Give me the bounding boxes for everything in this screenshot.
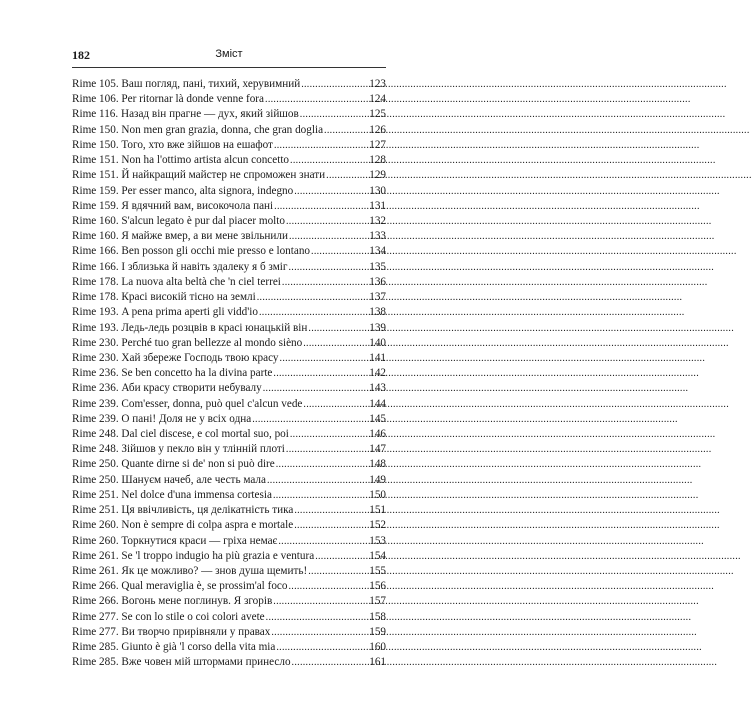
entry-page-number: 145 <box>369 412 386 425</box>
entry-title: S'alcun legato è pur dal piacer molto <box>121 214 285 227</box>
entry-label: Rime 116. <box>72 108 119 121</box>
toc-entry <box>72 290 386 305</box>
toc-entry <box>72 427 386 442</box>
toc-entry <box>72 534 386 549</box>
entry-label: Rime 239. <box>72 397 119 410</box>
toc-entry <box>72 321 386 336</box>
dot-leader <box>278 534 368 549</box>
entry-page-number: 127 <box>369 138 386 151</box>
toc-entry <box>72 336 386 351</box>
toc-entry <box>72 123 386 138</box>
dot-leader <box>292 655 369 670</box>
entry-page-number: 153 <box>369 534 386 547</box>
entry-label: Rime 248. <box>72 443 119 456</box>
entry-title: Вже човен мій штормами принесло <box>121 656 291 669</box>
page-number: 182 <box>72 48 90 62</box>
dot-leader <box>274 199 368 214</box>
entry-title: Non è sempre di colpa aspra e mortale <box>121 519 294 532</box>
entry-label: Rime 160. <box>72 214 119 227</box>
toc-entry <box>72 92 386 107</box>
entry-page-number: 148 <box>369 458 386 471</box>
dot-leader <box>267 473 368 488</box>
toc-entry <box>72 457 386 472</box>
entry-label: Rime 193. <box>72 306 119 319</box>
entry-page-number: 149 <box>369 473 386 486</box>
entry-label: Rime 150. <box>72 123 119 136</box>
entry-title: Й найкращий майстер не спроможен знати <box>121 169 326 182</box>
entry-page-number: 139 <box>369 321 386 334</box>
entry-page-number: 133 <box>369 230 386 243</box>
toc-entry <box>72 153 386 168</box>
dot-leader <box>300 107 368 122</box>
dot-leader <box>315 549 368 564</box>
entry-page-number: 137 <box>369 291 386 304</box>
entry-label: Rime 159. <box>72 199 119 212</box>
toc-entry <box>72 366 386 381</box>
entry-title: Se 'l troppo indugio ha più grazia e ventura <box>121 549 315 562</box>
entry-title: La nuova alta beltà che 'n ciel terrei <box>121 275 281 288</box>
entry-page-number: 140 <box>369 336 386 349</box>
entry-label: Rime 277. <box>72 625 119 638</box>
dot-leader <box>259 305 368 320</box>
entry-label: Rime 193. <box>72 321 119 334</box>
toc-entry <box>72 442 386 457</box>
entry-label: Rime 251. <box>72 488 119 501</box>
toc-entry <box>72 518 386 533</box>
entry-title: Ця ввічливість, ця делікатність тика <box>121 504 294 517</box>
entry-title: Я майже вмер, а ви мене звільнили <box>121 230 288 243</box>
dot-leader <box>301 77 368 92</box>
entry-page-number: 134 <box>369 245 386 258</box>
entry-label: Rime 251. <box>72 504 119 517</box>
dot-leader <box>265 92 368 107</box>
dot-leader <box>252 412 368 427</box>
dot-leader <box>303 336 368 351</box>
entry-title: Аби красу створити небувалу <box>121 382 262 395</box>
dot-leader <box>294 503 368 518</box>
entry-page-number: 157 <box>369 595 386 608</box>
entry-label: Rime 236. <box>72 382 119 395</box>
entry-title: Зійшов у пекло він у тлінній плоті <box>121 443 285 456</box>
entry-page-number: 152 <box>369 519 386 532</box>
entry-page-number: 143 <box>369 382 386 395</box>
toc-entry <box>72 381 386 396</box>
entry-label: Rime 151. <box>72 169 119 182</box>
entry-label: Rime 277. <box>72 610 119 623</box>
toc-entry <box>72 199 386 214</box>
entry-title: A pena prima aperti gli vidd'io <box>121 306 258 319</box>
entry-title: Per esser manco, alta signora, indegno <box>121 184 294 197</box>
toc-entry <box>72 260 386 275</box>
toc-entry <box>72 625 386 640</box>
toc-entry <box>72 549 386 564</box>
entry-label: Rime 159. <box>72 184 119 197</box>
toc-entry <box>72 214 386 229</box>
entry-page-number: 124 <box>369 93 386 106</box>
toc-entry <box>72 640 386 655</box>
entry-label: Rime 261. <box>72 549 119 562</box>
entry-page-number: 151 <box>369 504 386 517</box>
entry-title: О пані! Доля не у всіх одна <box>121 412 252 425</box>
toc-entry <box>72 184 386 199</box>
entry-title: Того, хто вже зійшов на ешафот <box>121 138 273 151</box>
entry-label: Rime 106. <box>72 93 119 106</box>
entry-label: Rime 261. <box>72 565 119 577</box>
dot-leader <box>273 366 368 381</box>
entry-page-number: 129 <box>369 169 386 182</box>
entry-page-number: 131 <box>369 199 386 212</box>
entry-title: Красі високій тісно на землі <box>121 291 256 304</box>
entry-title: Ви творчо прирівняли у правах <box>121 625 271 638</box>
entry-title: Ледь-ледь розцвів в красі юнацькій він <box>121 321 308 334</box>
entry-title: Se con lo stile o coi colori avete <box>121 610 265 623</box>
dot-leader <box>289 229 368 244</box>
entry-title: Ben posson gli occhi mie presso e lontano <box>121 245 311 258</box>
dot-leader <box>288 260 368 275</box>
entry-page-number: 144 <box>369 397 386 410</box>
dot-leader <box>308 321 368 336</box>
entry-title: Perché tuo gran bellezze al mondo sièno <box>121 336 303 349</box>
toc-entry <box>72 305 386 320</box>
page-header <box>72 48 386 66</box>
entry-label: Rime 150. <box>72 138 119 151</box>
header-rule <box>72 67 386 68</box>
entry-title: Non ha l'ottimo artista alcun concetto <box>121 154 290 167</box>
dot-leader <box>263 381 369 396</box>
entry-label: Rime 230. <box>72 336 119 349</box>
entry-page-number: 128 <box>369 154 386 167</box>
entry-page-number: 138 <box>369 306 386 319</box>
dot-leader <box>326 168 368 183</box>
dot-leader <box>282 275 368 290</box>
entry-label: Rime 260. <box>72 534 119 547</box>
entry-title: Qual meraviglia è, se prossim'al foco <box>121 580 288 593</box>
entry-title: Quante dirne si de' non si può dire <box>121 458 275 471</box>
entry-label: Rime 285. <box>72 641 119 654</box>
entry-label: Rime 105. <box>72 78 119 90</box>
toc-entry <box>72 610 386 625</box>
entry-title: І зблизька й навіть здалеку я б зміг <box>121 260 288 273</box>
entry-label: Rime 160. <box>72 230 119 243</box>
entry-label: Rime 178. <box>72 291 119 304</box>
entry-label: Rime 236. <box>72 367 119 380</box>
entry-label: Rime 250. <box>72 458 119 471</box>
entry-label: Rime 285. <box>72 656 119 669</box>
entry-title: Як це можливо? — знов душа щемить! <box>121 565 308 577</box>
toc-entry <box>72 594 386 609</box>
entry-title: Nel dolce d'una immensa cortesia <box>121 488 272 501</box>
entry-title: Назад він прагне — дух, який зійшов <box>121 108 299 121</box>
entry-page-number: 125 <box>369 108 386 121</box>
entry-page-number: 160 <box>369 641 386 654</box>
entry-label: Rime 151. <box>72 154 119 167</box>
entry-page-number: 158 <box>369 610 386 623</box>
toc-entry <box>72 564 386 579</box>
entry-title: Se ben concetto ha la divina parte <box>121 367 273 380</box>
toc-entry <box>72 655 386 670</box>
toc-entry <box>72 397 386 412</box>
toc-entry <box>72 107 386 122</box>
dot-leader <box>276 640 368 655</box>
toc-entry <box>72 244 386 259</box>
entry-page-number: 142 <box>369 367 386 380</box>
entry-page-number: 132 <box>369 214 386 227</box>
entry-title: Per ritornar là donde venne fora <box>121 93 265 106</box>
dot-leader <box>286 214 368 229</box>
entry-page-number: 136 <box>369 275 386 288</box>
dot-leader <box>311 244 368 259</box>
entry-title: Вогонь мене поглинув. Я згорів <box>121 595 273 608</box>
dot-leader <box>274 138 368 153</box>
entry-title: Ваш погляд, пані, тихий, херувимний <box>121 78 301 90</box>
entry-title: Non men gran grazia, donna, che gran doglia <box>121 123 324 136</box>
entry-page-number: 146 <box>369 428 386 441</box>
entry-page-number: 141 <box>369 351 386 364</box>
dot-leader <box>271 625 368 640</box>
dot-leader <box>273 488 368 503</box>
entry-label: Rime 166. <box>72 245 119 258</box>
toc-entry <box>72 229 386 244</box>
toc-entry <box>72 473 386 488</box>
toc-entry <box>72 412 386 427</box>
toc-entry <box>72 351 386 366</box>
dot-leader <box>294 518 368 533</box>
dot-leader <box>303 397 368 412</box>
entry-page-number: 156 <box>369 580 386 593</box>
running-title: Зміст <box>215 48 243 60</box>
entry-title: Dal ciel discese, e col mortal suo, poi <box>121 428 289 441</box>
entry-page-number: 159 <box>369 625 386 638</box>
dot-leader <box>294 184 368 199</box>
toc-entry <box>72 168 386 183</box>
toc-entry <box>72 138 386 153</box>
entry-page-number: 123 <box>369 78 386 90</box>
dot-leader <box>273 594 368 609</box>
dot-leader <box>288 579 368 594</box>
entry-title: Я вдячний вам, високочола пані <box>121 199 274 212</box>
entry-label: Rime 166. <box>72 260 119 273</box>
entry-page-number: 150 <box>369 488 386 501</box>
entry-page-number: 135 <box>369 260 386 273</box>
entry-label: Rime 178. <box>72 275 119 288</box>
toc-entry <box>72 275 386 290</box>
table-of-contents <box>72 77 386 671</box>
entry-title: Giunto è già 'l corso della vita mia <box>121 641 276 654</box>
entry-title: Шануєм начеб, але честь мала <box>121 473 266 486</box>
dot-leader <box>280 351 369 366</box>
dot-leader <box>257 290 369 305</box>
entry-label: Rime 248. <box>72 428 119 441</box>
dot-leader <box>286 442 368 457</box>
entry-page-number: 130 <box>369 184 386 197</box>
entry-label: Rime 239. <box>72 412 119 425</box>
entry-label: Rime 230. <box>72 351 119 364</box>
toc-entry <box>72 579 386 594</box>
entry-title: Хай збереже Господь твою красу <box>121 351 279 364</box>
entry-page-number: 155 <box>369 565 386 577</box>
dot-leader <box>290 153 368 168</box>
dot-leader <box>324 123 368 138</box>
entry-page-number: 161 <box>369 656 386 669</box>
entry-page-number: 147 <box>369 443 386 456</box>
toc-entry <box>72 77 386 92</box>
entry-page-number: 126 <box>369 123 386 136</box>
toc-entry <box>72 488 386 503</box>
entry-title: Торкнутися краси — гріха немає <box>121 534 278 547</box>
entry-title: Com'esser, donna, può quel c'alcun vede <box>121 397 303 410</box>
toc-entry <box>72 503 386 518</box>
dot-leader <box>276 457 368 472</box>
dot-leader <box>266 610 369 625</box>
dot-leader <box>290 427 368 442</box>
entry-label: Rime 250. <box>72 473 119 486</box>
entry-page-number: 154 <box>369 549 386 562</box>
entry-label: Rime 260. <box>72 519 119 532</box>
entry-label: Rime 266. <box>72 580 119 593</box>
dot-leader <box>308 564 368 579</box>
entry-label: Rime 266. <box>72 595 119 608</box>
